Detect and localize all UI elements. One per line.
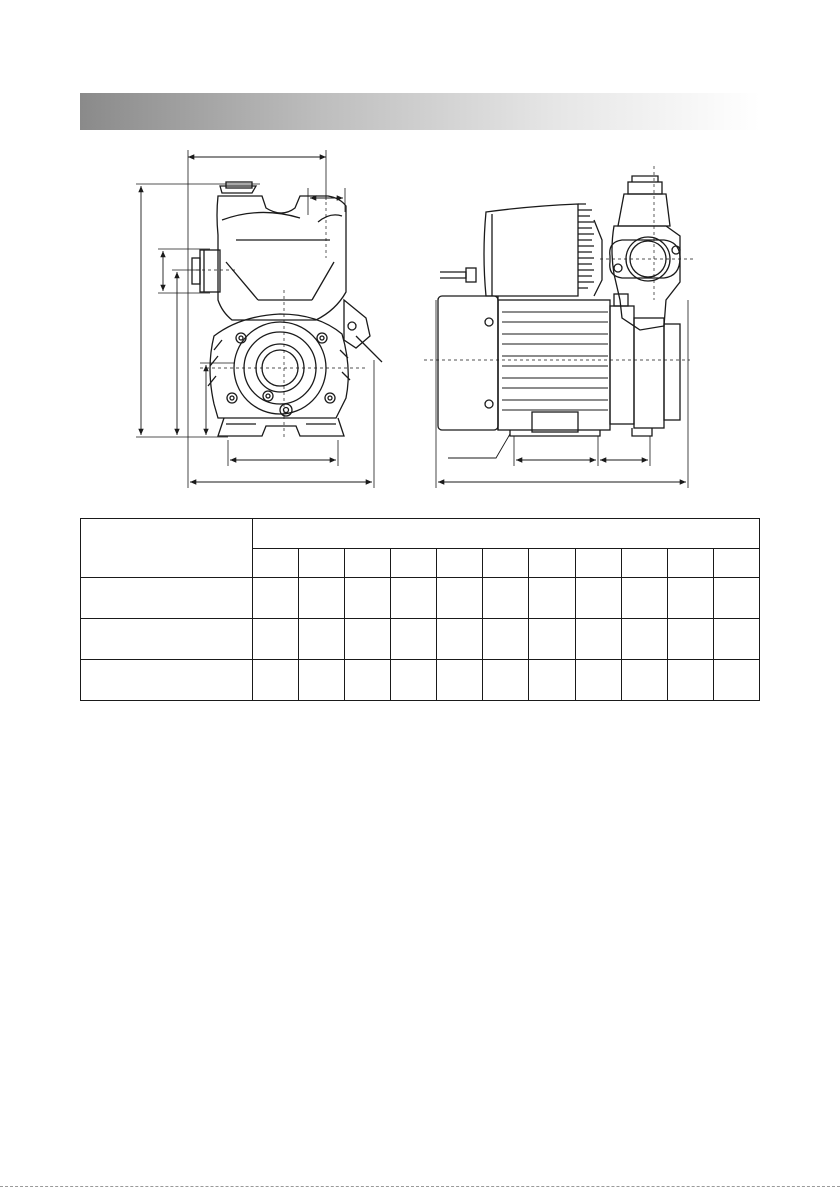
row-label (81, 619, 253, 660)
front-view (136, 150, 382, 488)
table-row (81, 619, 760, 660)
table-cell (299, 619, 345, 660)
dim-column-header (437, 549, 483, 578)
table-cell (391, 660, 437, 701)
dim-column-header (667, 549, 713, 578)
table-cell (345, 578, 391, 619)
table-cell (575, 619, 621, 660)
table-cell (713, 660, 759, 701)
table-cell (667, 619, 713, 660)
table-header-row (81, 519, 760, 549)
dim-column-header (299, 549, 345, 578)
dim-column-header (575, 549, 621, 578)
side-view (424, 166, 694, 488)
table-cell (253, 660, 299, 701)
table-cell (621, 578, 667, 619)
dim-column-header (391, 549, 437, 578)
pump-dimension-drawing (0, 0, 840, 500)
table-cell (391, 578, 437, 619)
table-cell (391, 619, 437, 660)
model-header-cell (81, 519, 253, 578)
table-cell (529, 619, 575, 660)
dim-column-header (713, 549, 759, 578)
table-cell (621, 660, 667, 701)
table-cell (437, 578, 483, 619)
table-cell (575, 578, 621, 619)
dim-column-header (345, 549, 391, 578)
dimension-table (80, 518, 760, 701)
table-cell (253, 619, 299, 660)
table-cell (529, 578, 575, 619)
table-cell (621, 619, 667, 660)
row-label (81, 660, 253, 701)
table-cell (667, 660, 713, 701)
table-cell (483, 619, 529, 660)
table-cell (299, 660, 345, 701)
page-bottom-rule (0, 1186, 840, 1187)
table-cell (253, 578, 299, 619)
dimensions-group-header (253, 519, 760, 549)
table-cell (299, 578, 345, 619)
table-row (81, 660, 760, 701)
table-cell (437, 619, 483, 660)
row-label (81, 578, 253, 619)
table-cell (667, 578, 713, 619)
table-cell (483, 660, 529, 701)
table-cell (345, 660, 391, 701)
table-cell (713, 619, 759, 660)
table-cell (437, 660, 483, 701)
dim-column-header (253, 549, 299, 578)
table-cell (529, 660, 575, 701)
table-cell (345, 619, 391, 660)
table-row (81, 578, 760, 619)
table-cell (483, 578, 529, 619)
dim-column-header (621, 549, 667, 578)
dim-column-header (529, 549, 575, 578)
table-cell (713, 578, 759, 619)
dim-column-header (483, 549, 529, 578)
table-cell (575, 660, 621, 701)
